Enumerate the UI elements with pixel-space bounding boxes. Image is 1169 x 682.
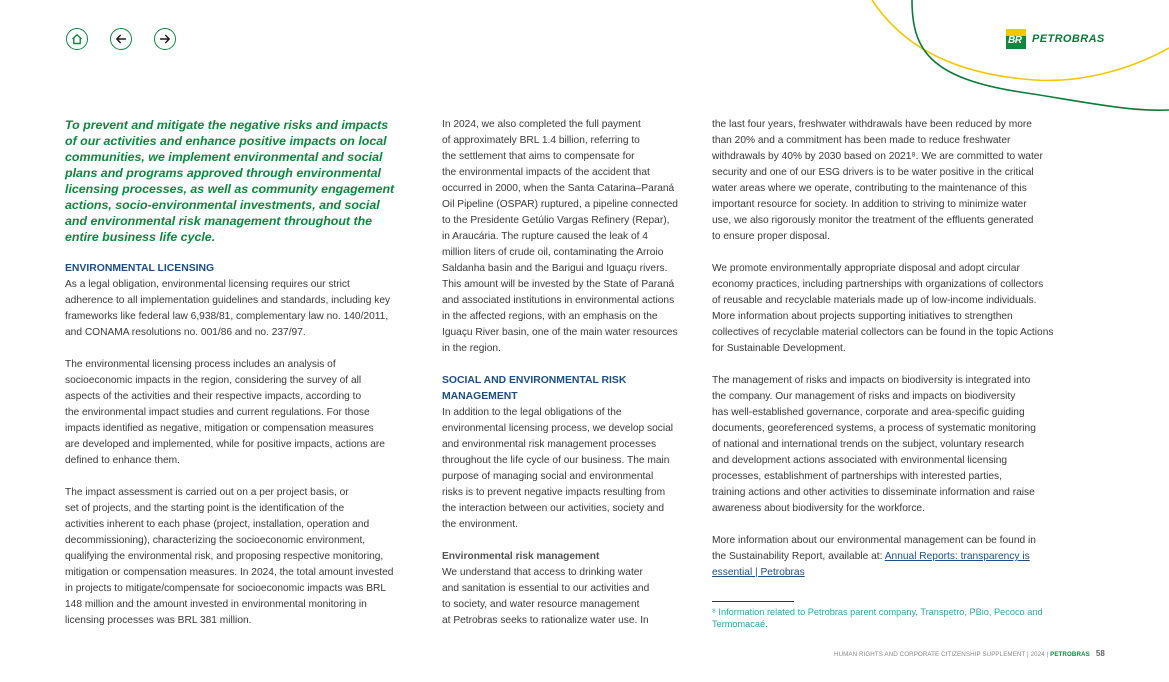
paragraph: We understand that access to drinking water and sanitation is essential to our activities and to society, and water resource management at Petrobras seeks to rationalize water use. In xyxy=(442,567,650,626)
forward-button[interactable] xyxy=(154,28,176,50)
annual-reports-link[interactable]: Annual Reports: transparency is xyxy=(884,551,1030,562)
green-curve xyxy=(912,0,1169,110)
br-logo-mark: BR xyxy=(1006,29,1026,49)
paragraph: We promote environmentally appropriate disposal and adopt circular economy practices, including partnerships with organizations of collectors of reusable and recyclable materials made up of low-income individuals. More information about projects supporting initiatives to strengthen collectives of recyclable material collectors can be found in the topic Actions for Sustainable Development. xyxy=(712,263,1054,354)
footnote-divider xyxy=(712,601,794,602)
arrow-right-icon xyxy=(158,32,172,46)
paragraph: The environmental licensing process includes an analysis of socioeconomic impacts in the region, considering the survey of all aspects of the activities and their respective impacts, according to the environmental impact studies and current regulations. For those impacts identified as negative, mitigation or compensation measures are developed and implemented, while for positive impacts, actions are defined to enhance them. xyxy=(65,359,385,466)
footer-supplement-title: HUMAN RIGHTS AND CORPORATE CITIZENSHIP SUPPLEMENT | 2024 | xyxy=(834,651,1051,658)
petrobras-logo xyxy=(1006,29,1105,49)
section-heading-environmental-licensing: ENVIRONMENTAL LICENSING xyxy=(65,263,215,274)
footnote: ⁸ Information related to Petrobras parent company, Transpetro, PBio, Pecoco and Termomacaé. xyxy=(712,607,1043,629)
arrow-left-icon xyxy=(114,32,128,46)
page-number: 58 xyxy=(1095,649,1105,658)
home-button[interactable] xyxy=(66,28,88,50)
footer-brand: PETROBRAS xyxy=(1050,651,1090,658)
paragraph: The management of risks and impacts on biodiversity is integrated into the company. Our management of risks and impacts on biodiversity has well-established governance, corporate and area-specific guiding documents, georeferenced systems, a process of systematic monitoring of national and international trends on the subject, voluntary research and development actions associated with environmental licensing processes, establishment of partnerships with interested parties, training actions and other activities to disseminate information and raise awareness about biodiversity for the workforce. xyxy=(712,375,1036,514)
section-heading-risk-management: SOCIAL AND ENVIRONMENTAL RISK MANAGEMENT xyxy=(442,375,627,402)
page-footer xyxy=(834,649,1105,658)
home-icon xyxy=(70,32,84,46)
column-1 xyxy=(65,117,394,629)
paragraph: The impact assessment is carried out on a per project basis, or set of projects, and the starting point is the identification of the activities inherent to each phase (project, installation, operation and decommissioning), characterizing the socioeconomic environment, qualifying the environmental risk, and proposing respective monitoring, mitigation or compensation measures. In 2024, the total amount invested in projects to mitigate/compensate for socioeconomic impacts was BRL 148 million and the amount invested in environmental monitoring in licensing processes was BRL 381 million. xyxy=(65,487,394,626)
back-button[interactable] xyxy=(110,28,132,50)
paragraph: In addition to the legal obligations of the environmental licensing process, we develop social and environmental risk management processes throughout the life cycle of our business. The main purpose of managing social and environmental risks is to prevent negative impacts resulting from the interaction between our activities, society and the environment. xyxy=(442,407,674,530)
paragraph: More information about our environmental management can be found in the Sustainability Report, available at: Annual Reports: transparency is essential | Petrobras xyxy=(712,535,1036,578)
logo-text: PETROBRAS xyxy=(1032,33,1105,45)
annual-reports-link-continued[interactable]: essential | Petrobras xyxy=(712,567,805,578)
paragraph: In 2024, we also completed the full payment of approximately BRL 1.4 billion, referring to the settlement that aims to compensate for the environmental impacts of the accident that occurred in 2000, when the Santa Catarina–Paraná Oil Pipeline (OSPAR) ruptured, a pipeline connected to the Presidente Getúlio Vargas Refinery (Repar), in Araucária. The rupture caused the leak of 4 million liters of crude oil, contaminating the Arroio Saldanha basin and the Barigui and Iguaçu rivers. This amount will be invested by the State of Paraná and associated institutions in environmental actions in the affected regions, with an emphasis on the Iguaçu River basin, one of the main water resources in the region. xyxy=(442,119,678,354)
column-3 xyxy=(712,117,1053,581)
paragraph: the last four years, freshwater withdrawals have been reduced by more than 20% and a commitment has been made to reduce freshwater withdrawals by 40% by 2030 based on 2021⁸. We are committed to water security and one of our ESG drivers is to be water positive in the critical water areas where we operate, contributing to the maintenance of this important resource for society. In addition to striving to minimize water use, we also rigorously monitor the treatment of the effluents generated to ensure proper disposal. xyxy=(712,119,1043,242)
paragraph: As a legal obligation, environmental licensing requires our strict adherence to all implementation guidelines and standards, including key frameworks like federal law 6,938/81, complementary law no. 140/2011, and CONAMA resolutions no. 001/86 and no. 237/97. xyxy=(65,279,391,338)
column-2 xyxy=(442,117,678,629)
intro-statement: To prevent and mitigate the negative risks and impacts of our activities and enhance positive impacts on local communities, we implement environmental and social plans and programs approved through environmental licensing processes, as well as community engagement actions, socio-environmental investments, and social and environmental risk management throughout the entire business life cycle. xyxy=(65,118,395,244)
subheading-environmental-risk: Environmental risk management xyxy=(442,551,600,562)
